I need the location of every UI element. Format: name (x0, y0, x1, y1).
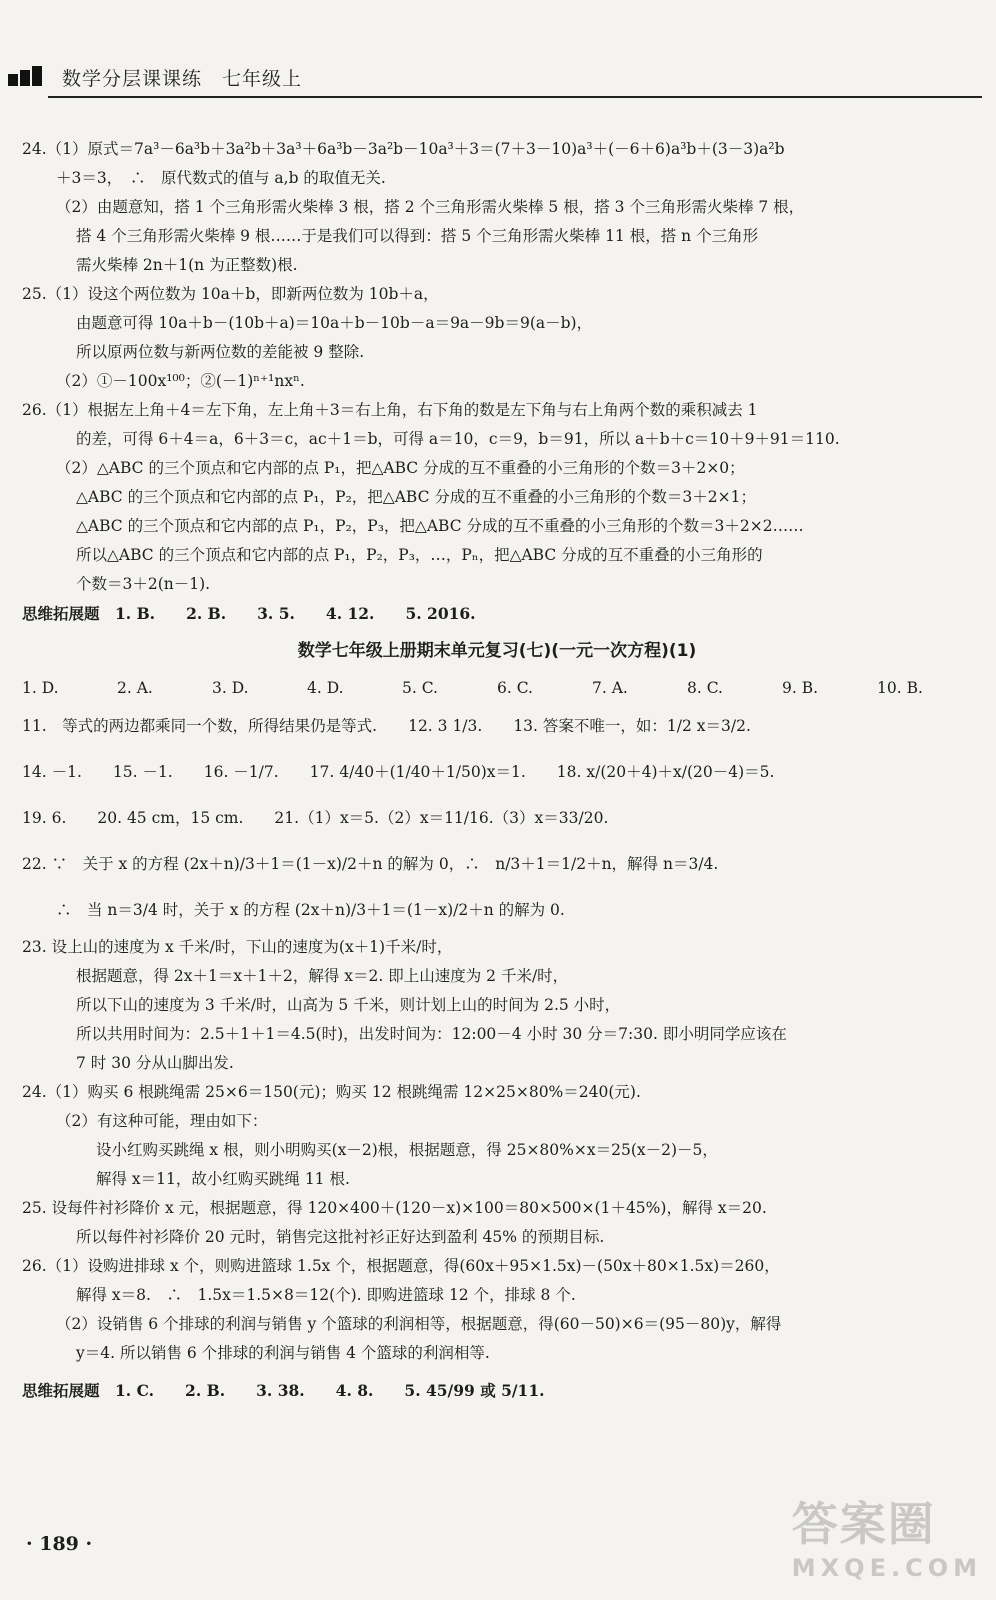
answer-line: 22. ∵ 关于 x 的方程 (2x＋n)/3＋1＝(1－x)/2＋n 的解为 0，∴ n/3＋1＝1/2＋n，解得 n＝3/4. (22, 855, 719, 873)
section-title: 数学七年级上册期末单元复习(七)(一元一次方程)(1) (297, 641, 697, 661)
header-divider (48, 96, 982, 98)
answer-line: 23. 设上山的速度为 x 千米/时，下山的速度为(x＋1)千米/时， (22, 938, 453, 956)
answer-line: 26.（1）设购进排球 x 个，则购进篮球 1.5x 个，根据题意，得(60x＋95×1.5x)－(50x＋80×1.5x)＝260， (22, 1257, 780, 1275)
answer-line: 24.（1）原式＝7a³－6a³b＋3a²b＋3a³＋6a³b－3a²b－10a³＋3＝(7＋3－10)a³＋(－6＋6)a³b＋(3－3)a²b (22, 140, 785, 158)
watermark-url: MXQE.COM (791, 1554, 982, 1582)
answer-line: 所以每件衬衫降价 20 元时，销售完这批衬衫正好达到盈利 45% 的预期目标. (76, 1228, 605, 1246)
answer-line: （2）①－100x¹⁰⁰；②(－1)ⁿ⁺¹nxⁿ. (56, 372, 305, 390)
answer-line: 需火柴棒 2n＋1(n 为正整数)根. (76, 256, 298, 274)
answer-line: 11. 等式的两边都乘同一个数，所得结果仍是等式. 12. 3 1/3. 13. 答案不唯一，如：1/2 x＝3/2. (22, 717, 751, 735)
page-number: · 189 · (26, 1533, 93, 1555)
answer-line: 14. －1. 15. －1. 16. －1/7. 17. 4/40＋(1/40＋1/50)x＝1. 18. x/(20＋4)＋x/(20－4)＝5. (22, 763, 775, 781)
choice-item: 10. B. (877, 679, 923, 697)
watermark-main: 答案圈 (791, 1497, 936, 1551)
book-title: 数学分层课课练 七年级上 (62, 68, 303, 90)
answer-line: 所以△ABC 的三个顶点和它内部的点 P₁，P₂，P₃，…，Pₙ，把△ABC 分成的互不重叠的小三角形的 (76, 546, 763, 564)
answer-line: 24.（1）购买 6 根跳绳需 25×6＝150(元)；购买 12 根跳绳需 12×25×80%＝240(元). (22, 1083, 641, 1101)
choice-item: 7. A. (592, 679, 628, 697)
answer-line: 搭 4 个三角形需火柴棒 9 根……于是我们可以得到：搭 5 个三角形需火柴棒 11 根，搭 n 个三角形 (76, 227, 759, 245)
watermark-logo (792, 1488, 982, 1582)
answer-line: 根据题意，得 2x＋1＝x＋1＋2，解得 x＝2. 即上山速度为 2 千米/时， (76, 967, 569, 985)
answer-line: 解得 x＝8. ∴ 1.5x＝1.5×8＝12(个). 即购进篮球 12 个，排球 8 个. (76, 1286, 576, 1304)
answer-line: 7 时 30 分从山脚出发. (76, 1054, 234, 1072)
extension-answers: 思维拓展题 1. C. 2. B. 3. 38. 4. 8. 5. 45/99 或 5/11. (22, 1381, 545, 1400)
answer-line: 25. 设每件衬衫降价 x 元，根据题意，得 120×400＋(120－x)×100＝80×500×(1＋45%)，解得 x＝20. (22, 1199, 767, 1217)
answer-line: y＝4. 所以销售 6 个排球的利润与销售 4 个篮球的利润相等. (76, 1344, 490, 1362)
choice-item: 9. B. (782, 679, 819, 697)
answer-line: ∴ 当 n＝3/4 时，关于 x 的方程 (2x＋n)/3＋1＝(1－x)/2＋n 的解为 0. (56, 901, 565, 919)
answer-line: 个数＝3＋2(n－1). (76, 575, 211, 593)
answer-line: 25.（1）设这个两位数为 10a＋b，即新两位数为 10b＋a， (22, 285, 439, 303)
answer-line: （2）由题意知，搭 1 个三角形需火柴棒 3 根，搭 2 个三角形需火柴棒 5 根，搭 3 个三角形需火柴棒 7 根， (56, 198, 805, 216)
answer-line: 由题意可得 10a＋b－(10b＋a)＝10a＋b－10b－a＝9a－9b＝9(a－b)， (76, 314, 593, 332)
choice-item: 3. D. (212, 679, 249, 697)
choice-item: 1. D. (22, 679, 59, 697)
answer-content (22, 135, 972, 1414)
choice-item: 4. D. (307, 679, 344, 697)
answer-line: （2）设销售 6 个排球的利润与销售 y 个篮球的利润相等，根据题意，得(60－50)×6＝(95－80)y，解得 (56, 1315, 782, 1333)
answer-line: （2）△ABC 的三个顶点和它内部的点 P₁，把△ABC 分成的互不重叠的小三角形的个数＝3＋2×0； (56, 459, 745, 477)
answer-line: △ABC 的三个顶点和它内部的点 P₁，P₂，把△ABC 分成的互不重叠的小三角形的个数＝3＋2×1； (76, 488, 756, 506)
choice-item: 2. A. (117, 679, 153, 697)
answer-line: ＋3＝3， ∴ 原代数式的值与 a,b 的取值无关. (56, 169, 386, 187)
choice-item: 6. C. (497, 679, 533, 697)
answer-line: △ABC 的三个顶点和它内部的点 P₁，P₂，P₃，把△ABC 分成的互不重叠的小三角形的个数＝3＋2×2…… (76, 517, 804, 535)
choice-item: 5. C. (402, 679, 438, 697)
choice-answers (22, 674, 972, 703)
choice-item: 8. C. (687, 679, 723, 697)
answer-line: 解得 x＝11，故小红购买跳绳 11 根. (96, 1170, 350, 1188)
book-logo-icon (8, 66, 48, 88)
answer-line: 所以下山的速度为 3 千米/时，山高为 5 千米，则计划上山的时间为 2.5 小时， (76, 996, 621, 1014)
answer-line: 的差，可得 6＋4＝a，6＋3＝c，ac＋1＝b，可得 a＝10，c＝9，b＝91，所以 a＋b＋c＝10＋9＋91＝110. (76, 430, 840, 448)
answer-line: 所以原两位数与新两位数的差能被 9 整除. (76, 343, 365, 361)
answer-line: 26.（1）根据左上角＋4＝左下角，左上角＋3＝右上角，右下角的数是左下角与右上角两个数的乘积减去 1 (22, 401, 758, 419)
extension-answers: 思维拓展题 1. B. 2. B. 3. 5. 4. 12. 5. 2016. (22, 604, 476, 623)
answer-line: 所以共用时间为：2.5＋1＋1＝4.5(时)，出发时间为：12:00－4 小时 30 分＝7:30. 即小明同学应该在 (76, 1025, 787, 1043)
answer-line: （2）有这种可能，理由如下： (56, 1112, 268, 1130)
answer-line: 设小红购买跳绳 x 根，则小明购买(x－2)根，根据题意，得 25×80%×x＝25(x－2)－5， (96, 1141, 718, 1159)
page-header (0, 58, 996, 100)
answer-line: 19. 6. 20. 45 cm，15 cm. 21.（1）x＝5.（2）x＝11/16.（3）x＝33/20. (22, 809, 609, 827)
